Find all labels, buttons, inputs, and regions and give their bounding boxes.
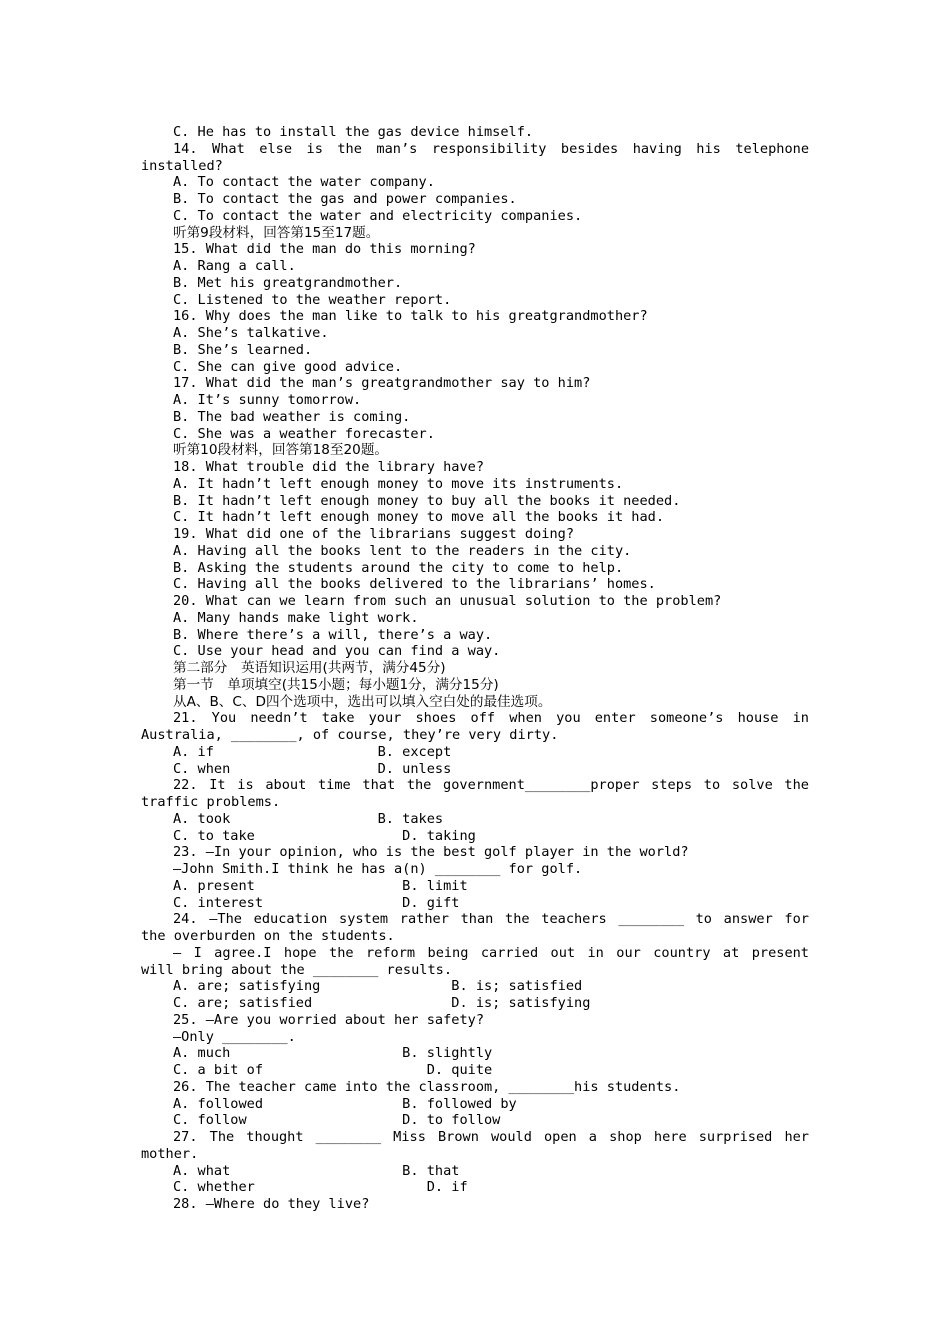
text-line: C. when D. unless bbox=[173, 760, 452, 777]
text-line: B. To contact the gas and power companies. bbox=[173, 191, 517, 207]
text-line: 23. —In your opinion, who is the best golf player in the world? bbox=[173, 844, 689, 861]
text-line: 27. The thought ________ Miss Brown would open a shop here surprised her bbox=[173, 1129, 809, 1145]
text-line: installed? bbox=[141, 157, 223, 174]
text-line: A. followed B. followed by bbox=[173, 1095, 517, 1112]
text-line: 听第10段材料，回答第18至20题。 bbox=[173, 442, 389, 459]
text-line: A. present B. limit bbox=[173, 877, 468, 894]
text-line: 21. You needn’t take your shoes off when you enter someone’s house in bbox=[173, 710, 809, 727]
text-line: B. Met his greatgrandmother. bbox=[173, 274, 403, 291]
text-line: 28. —Where do they live? bbox=[173, 1196, 370, 1212]
text-line: C. interest D. gift bbox=[173, 894, 460, 911]
text-line: C. Having all the books delivered to the librarians’ homes. bbox=[173, 576, 656, 593]
text-line: 16. Why does the man like to talk to his greatgrandmother? bbox=[173, 308, 648, 325]
text-line: A. Rang a call. bbox=[173, 258, 296, 274]
text-line: A. took B. takes bbox=[173, 810, 444, 827]
text-line: C. Use your head and you can find a way. bbox=[173, 643, 501, 660]
text-line: will bring about the ________ results. bbox=[141, 961, 452, 978]
text-line: Australia, ________, of course, they’re very dirty. bbox=[141, 727, 559, 743]
text-line: 20. What can we learn from such an unusual solution to the problem? bbox=[173, 593, 722, 609]
text-line: 第一节 单项填空(共15小题；每小题1分，满分15分) bbox=[173, 676, 499, 693]
text-line: B. It hadn’t left enough money to buy all the books it needed. bbox=[173, 492, 681, 509]
text-line: —John Smith.I think he has a(n) ________ for golf. bbox=[173, 861, 583, 877]
text-line: A. what B. that bbox=[173, 1162, 460, 1179]
text-line: C. are; satisfied D. is; satisfying bbox=[173, 995, 591, 1011]
text-line: C. a bit of D. quite bbox=[173, 1062, 493, 1078]
text-line: B. Where there’s a will, there’s a way. bbox=[173, 626, 493, 643]
text-line: A. She’s talkative. bbox=[173, 325, 329, 341]
text-line: C. She was a weather forecaster. bbox=[173, 425, 435, 442]
text-line: B. The bad weather is coming. bbox=[173, 408, 411, 425]
text-line: A. if B. except bbox=[173, 743, 452, 760]
text-line: 14. What else is the man’s responsibility besides having his telephone bbox=[173, 140, 809, 157]
text-line: A. are; satisfying B. is; satisfied bbox=[173, 978, 583, 995]
text-line: 从A、B、C、D四个选项中，选出可以填入空白处的最佳选项。 bbox=[173, 693, 552, 710]
text-line: A. It hadn’t left enough money to move its instruments. bbox=[173, 475, 624, 492]
text-line: 25. —Are you worried about her safety? bbox=[173, 1011, 484, 1028]
text-line: 听第9段材料，回答第15至17题。 bbox=[173, 224, 380, 241]
text-line: 19. What did one of the librarians suggest doing? bbox=[173, 526, 575, 542]
text-line: 17. What did the man’s greatgrandmother say to him? bbox=[173, 375, 591, 392]
text-line: — I agree.I hope the reform being carried out in our country at present bbox=[173, 944, 809, 961]
text-line: A. Many hands make light work. bbox=[173, 609, 419, 626]
text-line: 18. What trouble did the library have? bbox=[173, 459, 484, 475]
text-line: C. follow D. to follow bbox=[173, 1112, 501, 1129]
text-line: C. to take D. taking bbox=[173, 827, 476, 844]
text-line: mother. bbox=[141, 1145, 199, 1162]
text-line: the overburden on the students. bbox=[141, 928, 395, 944]
text-line: 26. The teacher came into the classroom, ________his students. bbox=[173, 1078, 681, 1095]
text-line: A. To contact the water company. bbox=[173, 174, 435, 191]
document-page bbox=[141, 124, 809, 1213]
text-line: C. whether D. if bbox=[173, 1179, 468, 1196]
text-line: A. It’s sunny tomorrow. bbox=[173, 392, 362, 408]
text-line: C. She can give good advice. bbox=[173, 358, 403, 375]
text-line: C. Listened to the weather report. bbox=[173, 291, 452, 308]
text-line: 22. It is about time that the government________proper steps to solve the bbox=[173, 777, 809, 794]
text-line: A. Having all the books lent to the readers in the city. bbox=[173, 542, 632, 559]
text-line: A. much B. slightly bbox=[173, 1045, 493, 1062]
text-line: 15. What did the man do this morning? bbox=[173, 241, 476, 258]
text-line: 24. —The education system rather than the teachers ________ to answer for bbox=[173, 911, 809, 928]
text-line: C. To contact the water and electricity companies. bbox=[173, 207, 583, 224]
text-line: C. He has to install the gas device himself. bbox=[173, 124, 534, 140]
text-line: B. She’s learned. bbox=[173, 341, 313, 358]
text-line: —Only ________. bbox=[173, 1028, 296, 1045]
text-line: 第二部分 英语知识运用(共两节，满分45分) bbox=[173, 660, 446, 676]
text-line: traffic problems. bbox=[141, 794, 281, 810]
text-line: B. Asking the students around the city to come to help. bbox=[173, 559, 624, 576]
text-line: C. It hadn’t left enough money to move all the books it had. bbox=[173, 509, 665, 526]
